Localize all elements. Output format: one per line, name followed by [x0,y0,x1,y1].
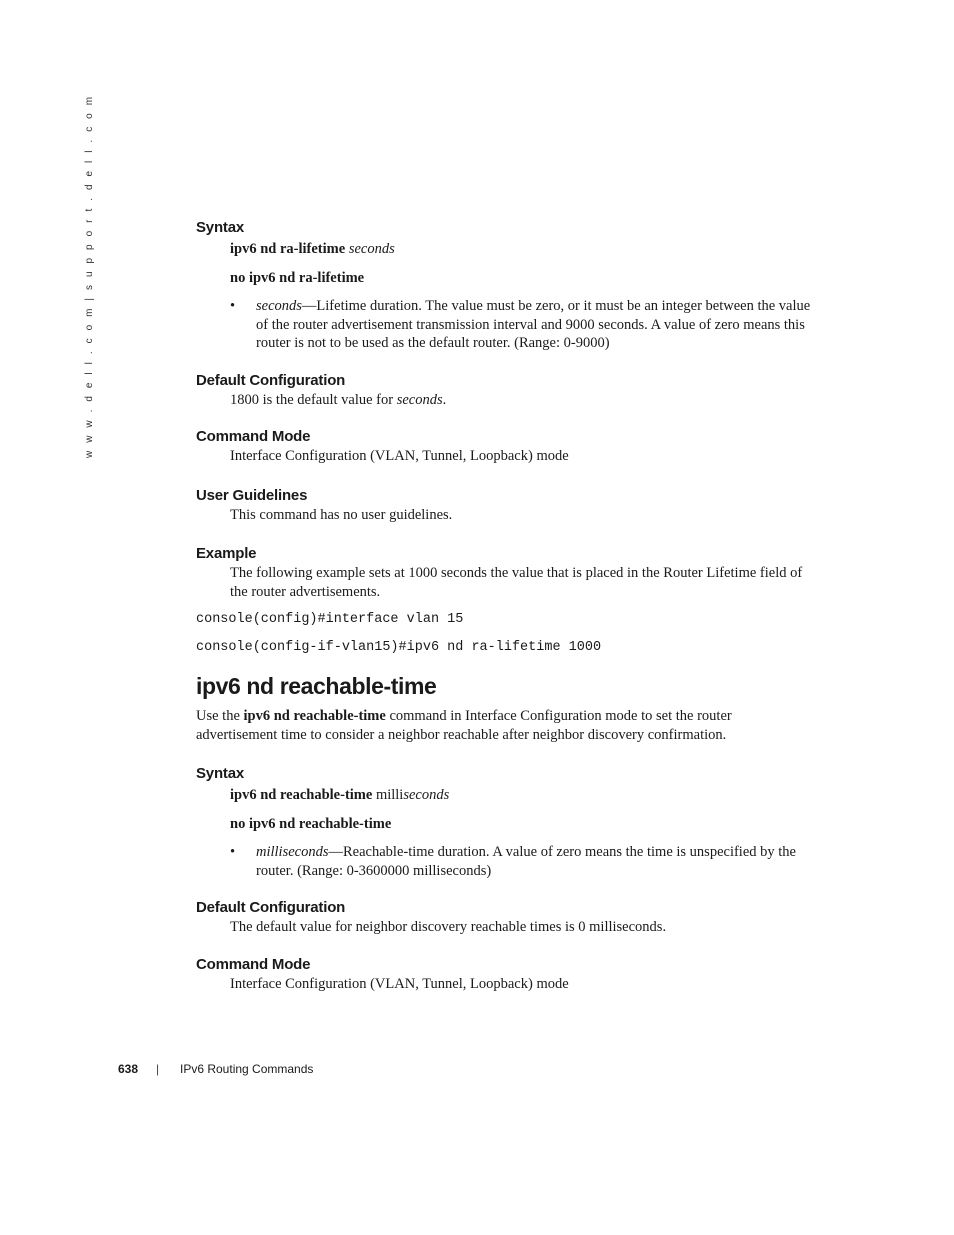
page-content [196,218,816,993]
default-config-text-2: The default value for neighbor discovery reachable times is 0 milliseconds. [230,919,667,935]
syntax-heading: Syntax [196,219,244,236]
syntax-param-a: milli [375,787,404,803]
command-mode-heading-2: Command Mode [196,955,311,973]
footer-chapter: IPv6 Routing Commands [180,1062,314,1076]
syntax-command-2: ipv6 nd reachable-time [230,787,373,803]
code-line-2: console(config-if-vlan15)#ipv6 nd ra-lifetime 1000 [196,640,602,655]
syntax-no-line [196,269,816,288]
intro-command: ipv6 nd reachable-time [243,708,386,724]
section-title: ipv6 nd reachable-time [196,673,437,699]
default-config-text [196,391,816,410]
bullet-dot-2: • [230,844,236,860]
user-guidelines-heading: User Guidelines [196,486,308,504]
section-intro [196,707,816,744]
default-config-heading: Default Configuration [196,371,346,389]
bullet-text: —Lifetime duration. The value must be zero, or it must be an integer between the value of the router advertisement transmission interval and 9000 seconds. A value of zero means this router is not to be used as the default router. (Range: 0-9000) [256,298,811,351]
bullet-text-2: —Reachable-time duration. A value of zero means the time is unspecified by the router. (Range: 0-3600000 milliseconds) [256,844,796,879]
default-text: 1800 is the default value for [230,391,397,408]
syntax-command: ipv6 nd ra-lifetime [230,241,346,257]
side-url: w w w . d e l l . c o m | s u p p o r t . d e l l . c o m [84,94,95,458]
default-param: seconds [396,391,443,408]
bullet-dot: • [230,298,236,314]
syntax-line-2 [196,786,816,805]
command-mode-text: Interface Configuration (VLAN, Tunnel, Loopback) mode [230,448,569,464]
syntax-line [196,240,816,259]
bullet-param: seconds [256,298,302,314]
syntax-heading-2: Syntax [196,765,244,782]
param-bullet-2 [196,843,816,880]
example-heading: Example [196,545,257,562]
user-guidelines-text: This command has no user guidelines. [230,506,453,523]
page-footer [118,1062,313,1076]
syntax-no-line-2 [196,815,816,834]
footer-separator: | [156,1062,160,1076]
syntax-no-command: no ipv6 nd ra-lifetime [230,269,365,286]
default-config-heading-2: Default Configuration [196,899,346,916]
default-end: . [442,391,447,408]
syntax-param-b: seconds [403,787,450,803]
syntax-no-command-2: no ipv6 nd reachable-time [230,815,392,832]
intro-pre: Use the [196,708,244,724]
intro-post: command in Interface Configuration mode to set the router advertisement time to consider a neighbor reachable after neighbor discovery confirmation. [196,708,732,743]
bullet-param-2: milliseconds [256,844,329,860]
page-number: 638 [118,1062,139,1076]
command-mode-text-2: Interface Configuration (VLAN, Tunnel, Loopback) mode [230,975,569,992]
code-line-1: console(config)#interface vlan 15 [196,612,464,627]
command-mode-heading: Command Mode [196,428,311,445]
example-text: The following example sets at 1000 seconds the value that is placed in the Router Lifetime field of the router advertisements. [230,565,803,600]
syntax-param: seconds [348,241,395,257]
param-bullet [196,297,816,353]
